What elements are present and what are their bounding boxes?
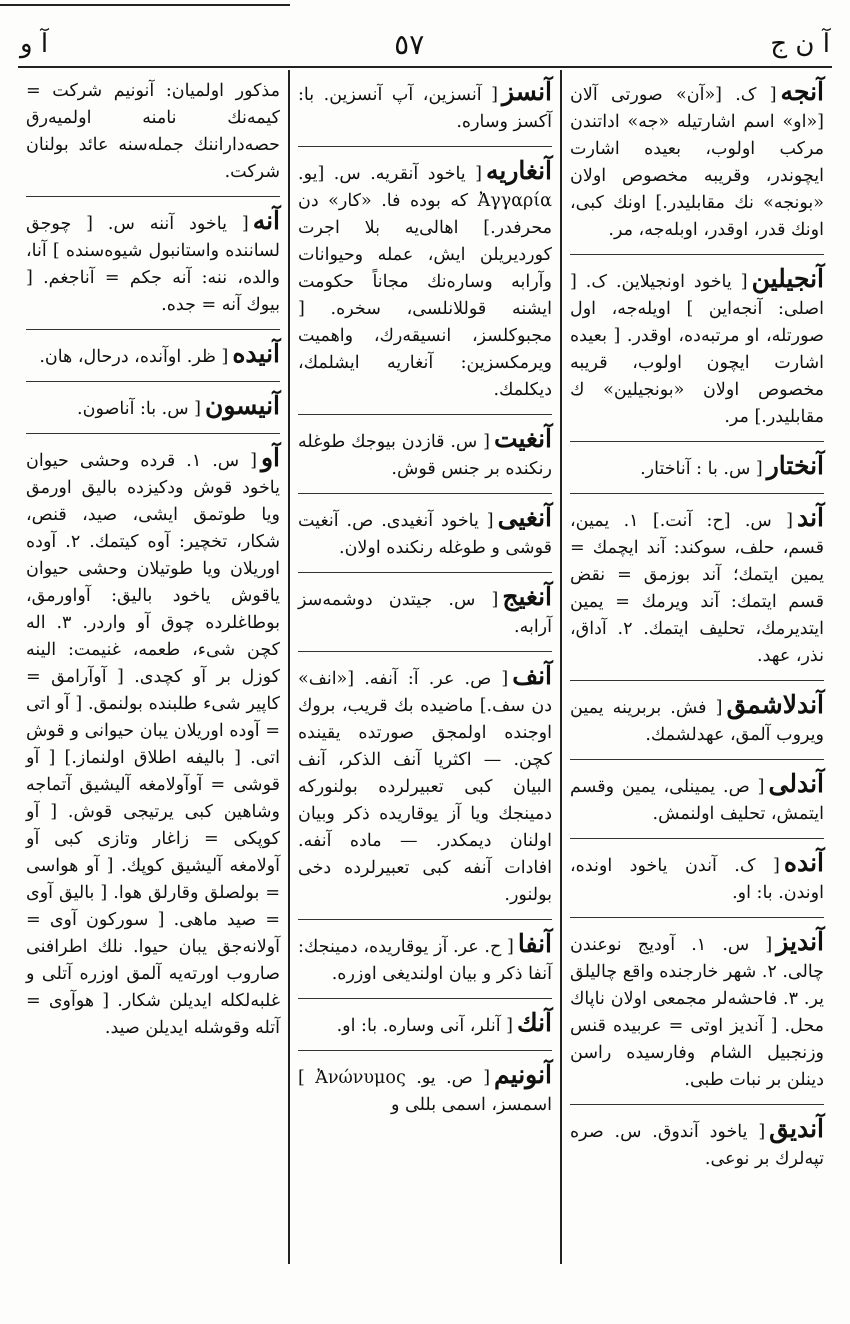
definition-text: [ ص. عر. آ: آنفه. [«انف» دن سف.] ماضیده بك قریب، بروك اوجنده اولمجق صورتده یقینده کچن. — اکثریا آنف الذکر، آنف البیان کبی تعبیرلرده بولنورکه دمینجك ویا آز یوقاریده ذکر وبیان اولنان دیمکدر. — ماده آنفه. افادات آنفه کبی تعبیرلرده دخی بولنور. <box>298 669 552 905</box>
definition-text: [ ح. عر. آز یوقاریده، دمینجك: آنفا ذکر و بیان اولندیغی اوزره. <box>298 937 552 984</box>
header-left-letters: آ و <box>20 29 49 59</box>
entry-separator <box>298 146 552 147</box>
entry-separator <box>570 680 824 681</box>
entry-separator <box>298 1050 552 1051</box>
columns <box>18 70 832 1264</box>
definition-text: [ ک. [«آن» صورتی آلان [«او» اسم اشارتیله «جه» اداتندن مرکب اولوب، بعیده اشارت ایچوندر، وقریبه مخصوص اولان «بونجه» نك مقابلیدر.] اونك کبی، اونك قدر، اوقدر، اوبله‌جه، مر. <box>570 85 824 240</box>
definition-text: [ س. ۱. آودیج نوعندن چالی. ۲. شهر خارجنده واقع چالیلق یر. ۳. فاحشه‌لر مجمعی اولان ناپاك محل. [ آندیز اوتی = عربیده قنس وزنجبیل الشام وفارسیده راسن دینلن بر نبات طبی. <box>569 935 825 1090</box>
definition-text: [ آنلر، آنی وساره. با: او. <box>336 1016 514 1036</box>
dictionary-entry <box>570 928 824 1094</box>
dictionary-entry <box>570 265 824 431</box>
dictionary-entry <box>26 340 280 371</box>
page-number: ٥٧ <box>394 27 425 61</box>
dictionary-entry <box>298 1009 552 1040</box>
headword: آو <box>260 443 280 472</box>
definition-text: [ ک. آندن یاخود اونده، اوندن. با: او. <box>570 856 824 903</box>
dictionary-entry <box>298 583 552 641</box>
dictionary-entry <box>570 504 824 670</box>
dictionary-entry <box>298 425 552 483</box>
headword: آنونیم <box>494 1060 552 1089</box>
headword: آنسز <box>502 77 552 106</box>
dictionary-entry <box>298 1061 552 1119</box>
headword: آندلاشمق <box>726 690 824 719</box>
entry-separator <box>570 254 824 255</box>
dictionary-entry <box>570 770 824 828</box>
entry-separator <box>298 998 552 999</box>
headword: آنجه <box>780 77 824 106</box>
definition-text: [ س. قازدن بیوجك طوغله رنکنده بر جنس قوش. <box>298 432 552 479</box>
definition-text: [ س. با : آناختار. <box>640 459 763 479</box>
headword: آندیق <box>769 1114 824 1143</box>
definition-text: [ ص. یو. Ἀνώνυμος ] اسمسز، اسمی بللی و <box>298 1068 552 1115</box>
headword: آنجیلین <box>751 264 824 293</box>
definition-text: [ س. جیتدن دوشمه‌سز آرابه. <box>298 590 552 637</box>
headword: آنغیی <box>497 503 552 532</box>
definition-text: [ س. [ح: آنت.] ۱. یمین، قسم، حلف، سوکند: آند ایچمك = یمین ایتمك؛ آند بوزمق = نقض قسم ایتمك: آند ویرمك = یمین ایتدیرمك، تحلیف ایتمك. ۲. آداق، نذر، عهد. <box>570 511 825 666</box>
definition-text: [ یاخود آنقریه. س. [یو. Ἀγγαρία که بوده فا. «کار» دن محرفدر.] اهالی‌یه بلا اجرت کوردیریلن ایش، عمله وحیوانات وآرابه وساره‌نك مجاناً حکومت ایشنه قوللانلسی، سخره. [ مجبوکلسز، انسیقه‌رك، واهمیت ویرمکسزین: آنغاریه ایشلمك، دیکلمك. <box>298 164 552 400</box>
page-header <box>20 24 830 64</box>
definition-text: [ س. ۱. قرده وحشی حیوان یاخود قوش ودکیزده بالیق اورمق ویا طوتمق ایشی، صید، قنص، شکار، تخچیر: آوه کیتمك. ۲. آوده اوریلان ویا طوتیلان وحشی حیوان یاقوش یاخود بالیق: آواورمق، بوطاغلرده چوق آو واردر. ۳. اله کچن شیء، طعمه، غنیمت: الینه کوزل بر آو کچدی. [ آوآرامق = کاپیر شیء طلبنده بولنمق. [ آو اتی = آوده اوریلان یبان حیوانی و قوش اتی. [ بالیفه اطلاق اولنماز.] [ آو قوشی = آوآولامغه آلیشیق آتماجه وشاهین کبی یرتیجی قوش. [ آو کوپکی = زاغار وتازی کبی آو آولامغه آلیشیق کوپك. [ آو هواسی = بولصلق وقارلق هوا. [ بالیق آوی = صید ماهی. [ سورکون آوی = آولانه‌جق یبان حیوا. نلك اطرافنی صاروب اورته‌یه آلمق اوزره آتلی و غلبه‌لکله ایدیلن شکار. [ هوآوی = آتله وقوشله ایدیلن صید. <box>26 451 281 1038</box>
entry-separator <box>298 651 552 652</box>
headword: آندلی <box>768 769 824 798</box>
headword: آنده <box>783 848 824 877</box>
definition-text: [ ص. یمینلی، یمین وقسم ایتمش، تحلیف اولنمش. <box>570 777 824 824</box>
entry-separator <box>570 493 824 494</box>
dictionary-entry <box>298 662 552 909</box>
dictionary-entry <box>26 207 280 319</box>
column-right <box>562 70 832 1264</box>
entry-separator <box>26 329 280 330</box>
header-right-letters: آ ن ج <box>770 29 830 59</box>
entry-separator <box>298 572 552 573</box>
headword: آنك <box>517 1008 552 1037</box>
dictionary-entry <box>298 78 552 136</box>
dictionary-entry <box>570 849 824 907</box>
column-left <box>18 70 290 1264</box>
definition-text: [ فش. بربرینه یمین ویروب آلمق، عهدلشمك. <box>570 698 824 745</box>
definition-text: [ ظر. اوآنده، درحال، هان. <box>39 347 229 367</box>
headword: آندیز <box>776 927 824 956</box>
definition-text: [ یاخود آندوق. س. صره تپه‌لرك بر نوعی. <box>570 1122 824 1169</box>
entry-separator <box>570 759 824 760</box>
entry-separator <box>298 919 552 920</box>
column-middle <box>290 70 562 1264</box>
entry-separator <box>26 196 280 197</box>
top-rule <box>0 4 290 6</box>
dictionary-entry <box>26 78 280 186</box>
dictionary-entry <box>570 691 824 749</box>
dictionary-entry <box>570 1115 824 1173</box>
definition-text: [ یاخود آننه س. [ چوجق لساننده واستانبول شیوه‌سنده ] آنا، والده، ننه: آنه جکم = آناجغم. [ بیوك آنه = جده. <box>26 214 280 315</box>
definition-text: [ س. با: آناصون. <box>77 399 201 419</box>
entry-separator <box>298 414 552 415</box>
headword: آنه <box>252 206 280 235</box>
definition-text: [ آنسزین، آپ آنسزین. با: آکسز وساره. <box>298 85 552 132</box>
dictionary-entry <box>298 504 552 562</box>
entry-separator <box>570 441 824 442</box>
entry-separator <box>570 1104 824 1105</box>
entry-separator <box>26 433 280 434</box>
headword: آنیسون <box>204 391 280 420</box>
dictionary-entry <box>570 452 824 483</box>
headword: آند <box>796 503 824 532</box>
entry-separator <box>298 493 552 494</box>
dictionary-entry <box>26 392 280 423</box>
definition-text: [ یاخود آنغیدی. ص. آنغیت قوشی و طوغله رنکنده اولان. <box>298 511 552 558</box>
header-rule <box>18 66 832 68</box>
entry-separator <box>570 838 824 839</box>
definition-text: [ یاخود اونجیلاین. ک. [ اصلی: آنجه‌این ] اویله‌جه، اول صورتله، او مرتبه‌ده، اوقدر. [ بعیده اشارت ایچون اولوب، قریبه مخصوص اولان «بونجیلین» ك مقابلیدر.] مر. <box>570 272 824 427</box>
dictionary-entry <box>298 157 552 404</box>
headword: آنفا <box>517 929 552 958</box>
headword: آنغیج <box>502 582 552 611</box>
dictionary-entry <box>570 78 824 244</box>
dictionary-entry <box>298 930 552 988</box>
entry-separator <box>570 917 824 918</box>
headword: آنختار <box>766 451 824 480</box>
headword: آنیده <box>232 339 280 368</box>
dictionary-entry <box>26 444 280 1042</box>
headword: آنف <box>512 661 552 690</box>
headword: آنغاریه <box>485 156 552 185</box>
entry-separator <box>26 381 280 382</box>
definition-text: مذکور اولمیان: آنونیم شرکت = کیمه‌نك نامنه اولمیه‌رق حصه‌داراننك جمله‌سنه عائد بولنان شرکت. <box>26 81 280 182</box>
headword: آنغیت <box>493 424 552 453</box>
